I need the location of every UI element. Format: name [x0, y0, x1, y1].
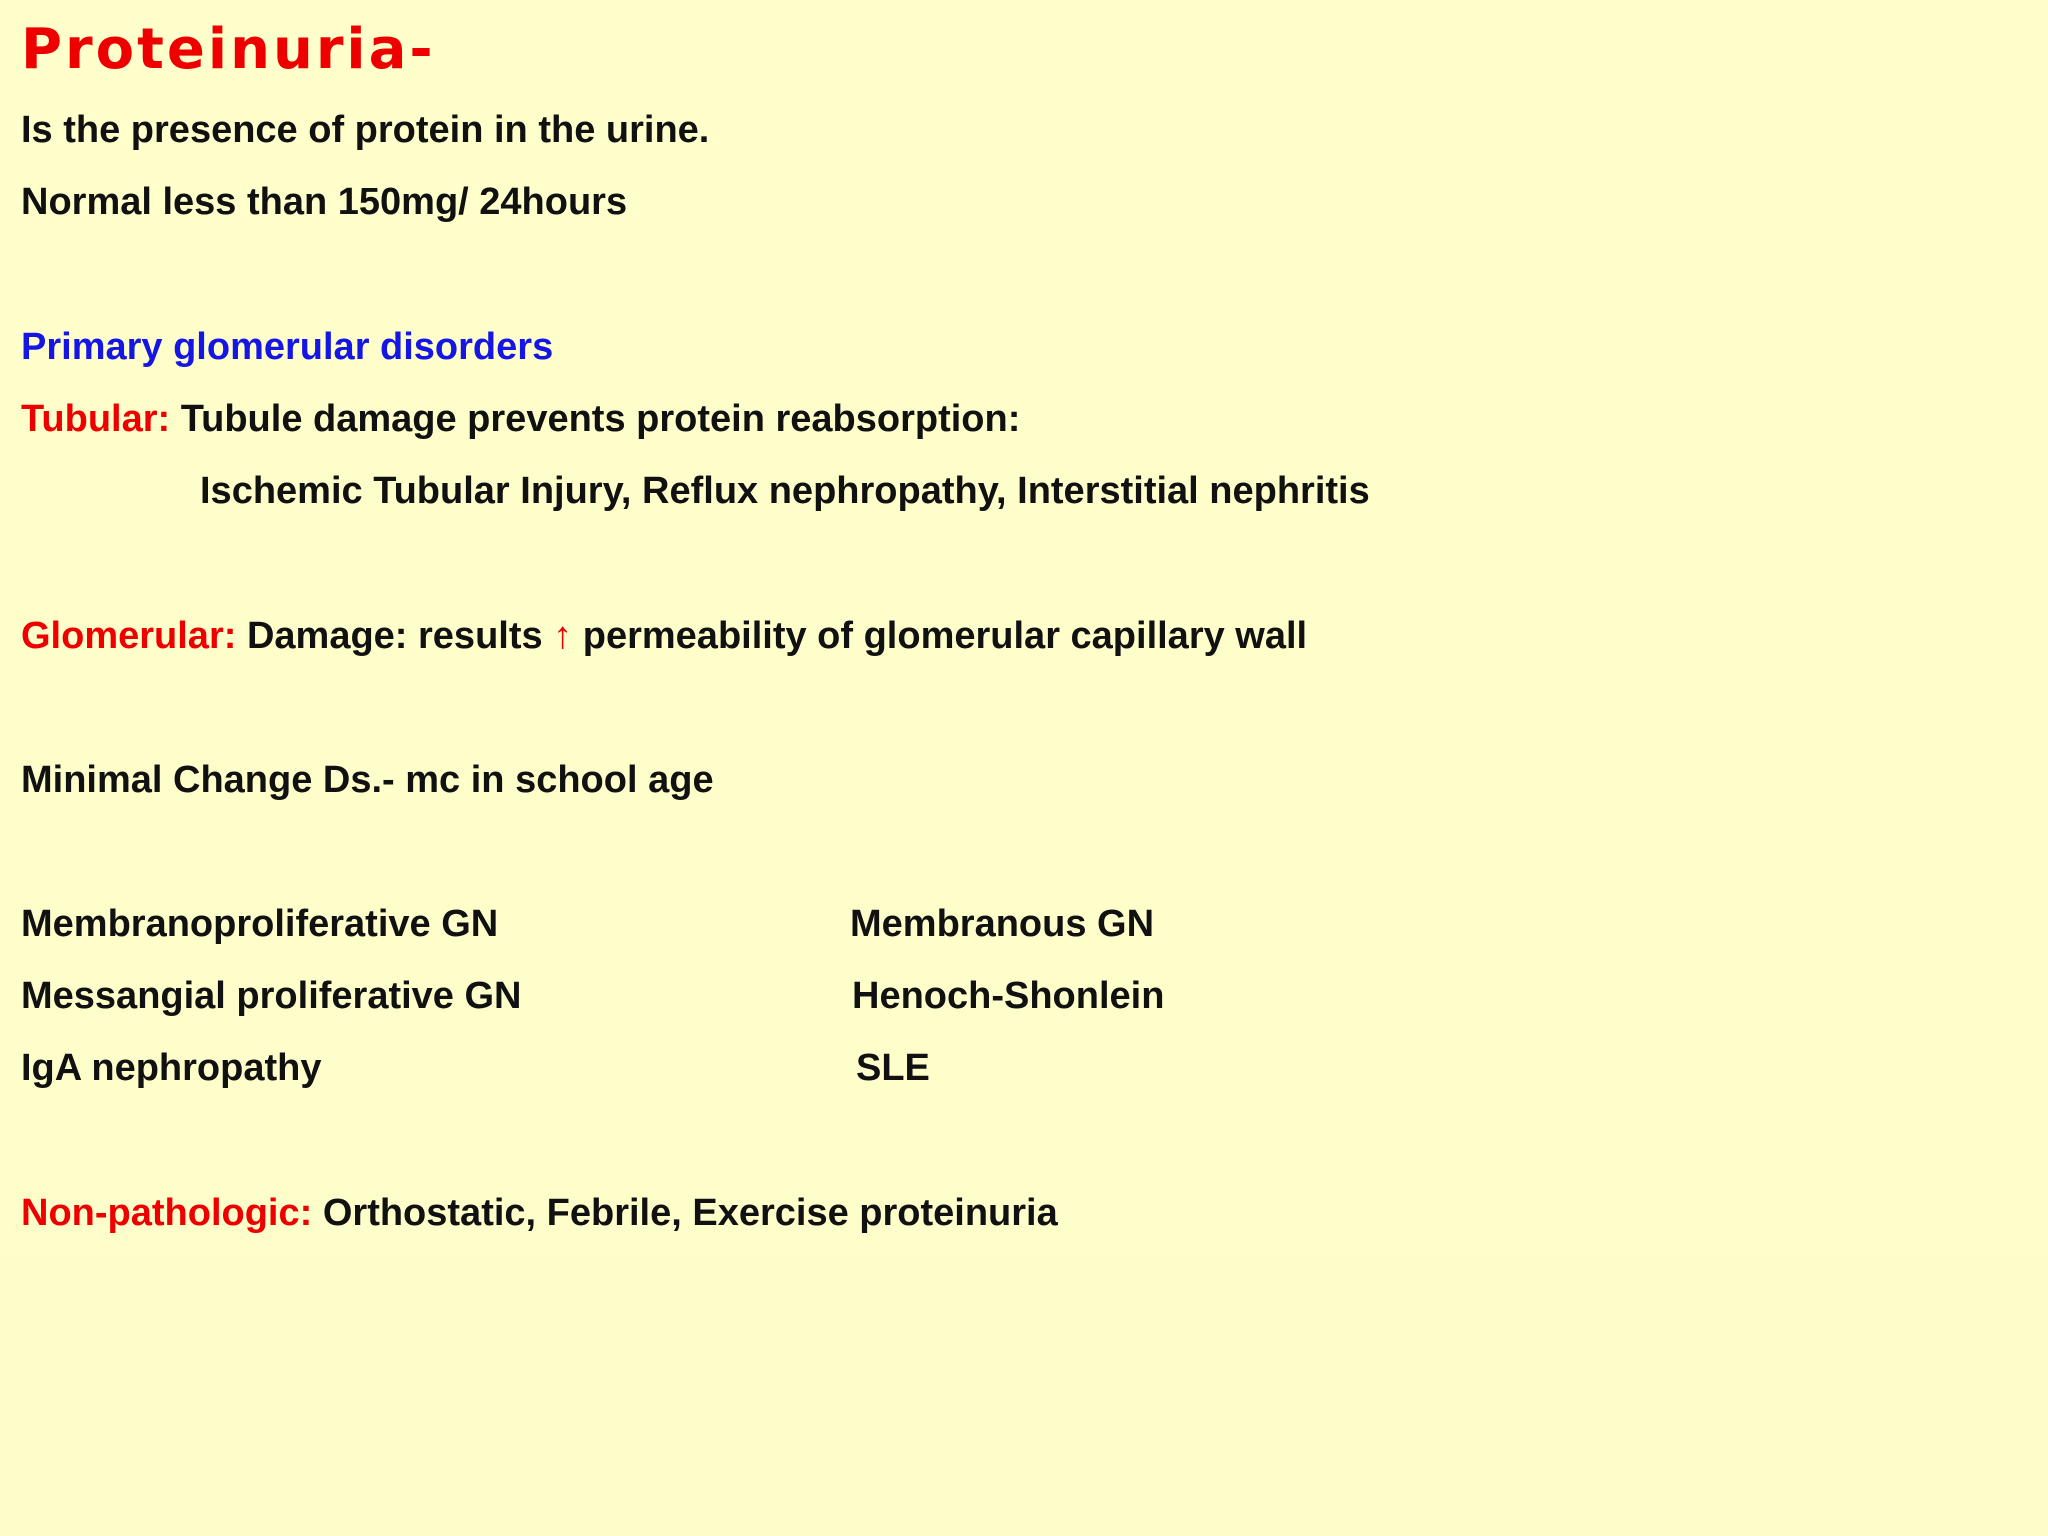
primary-heading: Primary glomerular disorders — [21, 326, 554, 368]
glomerular-text-after: permeability of glomerular capillary wall — [582, 615, 1308, 657]
normal-range-text: Normal less than 150mg/ 24hours — [21, 181, 628, 223]
left-column-item: Messangial proliferative GN — [21, 975, 522, 1017]
right-column-item: Membranous GN — [850, 903, 1155, 945]
left-column-item: Membranoproliferative GN — [21, 903, 499, 945]
glomerular-label: Glomerular: — [21, 615, 237, 657]
minimal-change-text: Minimal Change Ds.- mc in school age — [21, 759, 714, 801]
tubular-label: Tubular: — [21, 398, 171, 440]
non-pathologic-line — [21, 1190, 1058, 1236]
tubular-text: Tubule damage prevents protein reabsorption: — [180, 398, 1021, 440]
slide-title: Proteinuria- — [21, 17, 436, 82]
up-arrow-icon: ↑ — [553, 615, 573, 657]
left-column-item: IgA nephropathy — [21, 1047, 322, 1089]
glomerular-text-before: Damage: results — [246, 615, 543, 657]
right-column-item: SLE — [856, 1047, 930, 1089]
non-pathologic-text: Orthostatic, Febrile, Exercise proteinuria — [322, 1192, 1058, 1234]
definition-text: Is the presence of protein in the urine. — [21, 109, 710, 151]
right-column-item: Henoch-Shonlein — [852, 975, 1165, 1017]
tubular-examples: Ischemic Tubular Injury, Reflux nephropathy, Interstitial nephritis — [200, 470, 1370, 512]
non-pathologic-label: Non-pathologic: — [21, 1192, 313, 1234]
glomerular-line — [21, 613, 1307, 659]
tubular-line — [21, 396, 1020, 442]
